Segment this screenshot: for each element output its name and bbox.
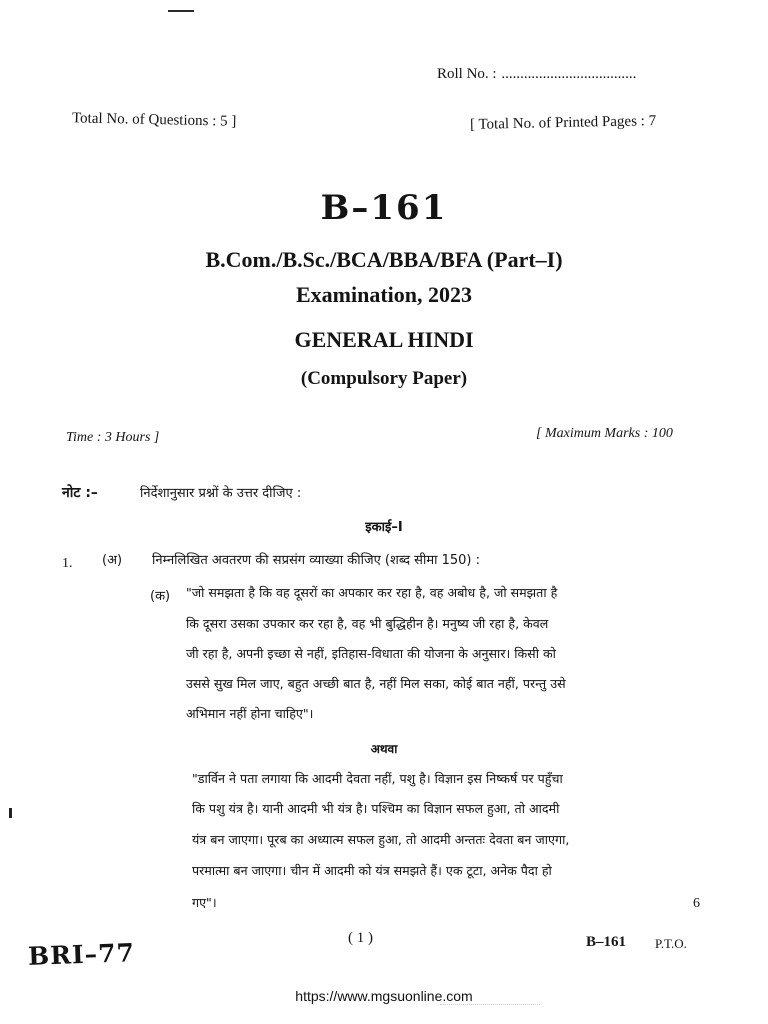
scan-mark (9, 808, 12, 818)
passage-line: जी रहा है, अपनी इच्छा से नहीं, इतिहास-विधाता की योजना के अनुसार। किसी को (186, 646, 556, 661)
roll-number-blank: .................................... (501, 66, 637, 82)
alt-passage-line: "डार्विन ने पता लगाया कि आदमी देवता नहीं, पशु है। विज्ञान इस निष्कर्ष पर पहुँचा (192, 771, 563, 786)
examination-year: Examination, 2023 (295, 282, 473, 307)
alt-passage-line: गए"। (192, 895, 217, 910)
note-label: नोट :– (62, 485, 98, 501)
paper-code-title: B–161 (320, 188, 448, 228)
paper-type: (Compulsory Paper) (300, 368, 468, 389)
note-text: निर्देशानुसार प्रश्नों के उत्तर दीजिए : (140, 486, 302, 501)
subpart-label: (क) (150, 589, 171, 604)
please-turn-over: P.T.O. (655, 936, 687, 951)
subject-title: GENERAL HINDI (294, 327, 474, 352)
passage-line: "जो समझता है कि वह दूसरों का अपकार कर रहा है, वह अबोध है, जो समझता है (186, 585, 558, 600)
alt-passage-line: यंत्र बन जाएगा। पूरब का अध्यात्म सफल हुआ, तो आदमी अन्ततः देवता बन जाएगा, (192, 832, 570, 847)
website-url: https://www.mgsuonline.com (295, 988, 473, 1004)
alt-passage-line: कि पशु यंत्र है। यानी आदमी भी यंत्र है। पश्चिम का विज्ञान सफल हुआ, तो आदमी (192, 801, 560, 816)
course-names: B.Com./B.Sc./BCA/BBA/BFA (Part–I) (205, 247, 563, 272)
alt-passage-line: परमात्मा बन जाएगा। चीन में आदमी को यंत्र समझते हैं। एक टूटा, अनेक पैदा हो (192, 863, 552, 878)
total-printed-pages: [ Total No. of Printed Pages : 7 (469, 113, 657, 133)
or-separator: अथवा (370, 742, 398, 756)
passage-line: कि दूसरा उसका उपकार कर रहा है, वह भी बुद्धिहीन है। मनुष्य जी रहा है, केवल (186, 616, 549, 631)
page-number: ( 1 ) (348, 930, 373, 946)
question-number: 1. (62, 556, 73, 571)
roll-number-label: Roll No. : (437, 66, 497, 82)
total-questions: Total No. of Questions : 5 ] (71, 110, 237, 130)
time-allowed: Time : 3 Hours ] (66, 430, 160, 445)
passage-line: अभिमान नहीं होना चाहिए"। (186, 706, 314, 721)
question-part-label: (अ) (102, 553, 123, 568)
footer-paper-code: B–161 (586, 934, 627, 950)
roll-number-field (437, 64, 636, 83)
unit-heading: इकाई–I (365, 520, 403, 535)
maximum-marks: [ Maximum Marks : 100 (536, 426, 673, 441)
passage-line: उससे सुख मिल जाए, बहुत अच्छी बात है, नहीं मिल सका, कोई बात नहीं, परन्तु उसे (186, 676, 566, 691)
question-marks: 6 (693, 896, 700, 911)
bri-code: BRI–77 (27, 938, 136, 971)
scan-mark (168, 10, 194, 12)
bleed-through-mark (440, 1004, 540, 1011)
question-instruction: निम्नलिखित अवतरण की सप्रसंग व्याख्या कीजिए (शब्द सीमा 150) : (152, 553, 481, 568)
